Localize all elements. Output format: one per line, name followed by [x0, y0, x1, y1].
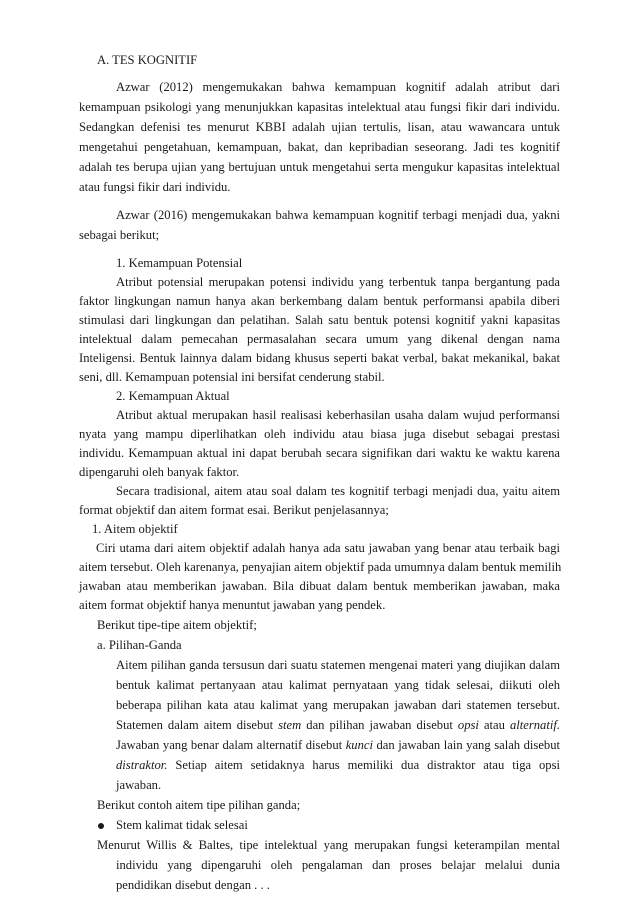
text-run: Jawaban yang benar dalam alternatif disebut: [116, 738, 346, 752]
paragraph-line: [116, 757, 560, 774]
paragraph-line: atau fungsi fikir dari individu.: [79, 180, 231, 194]
paragraph-line: stimulasi dari lingkungan dan pelatihan. Salah satu bentuk potensi kognitif yakni kapasitas: [79, 313, 560, 327]
text-run: dan pilihan jawaban disebut: [301, 718, 458, 732]
text-run: Statemen dalam aitem disebut: [116, 718, 279, 732]
paragraph-line: [116, 717, 560, 734]
text-run: Setiap aitem setidaknya harus memiliki dua distraktor atau tiga opsi: [167, 758, 560, 772]
term-alternatif: alternatif.: [509, 718, 560, 732]
paragraph-line: [116, 737, 560, 754]
paragraph-line: Inteligensi. Bentuk lainnya dalam bidang khusus seperti bakat verbal, bakat mekanikal, bakat: [79, 351, 560, 365]
question-line: individu yang dipengaruhi oleh pengalaman dan proses belajar melalui dunia: [116, 858, 560, 872]
paragraph-line: kemampuan psikologi yang menunjukkan kapasitas intelektual atau fungsi fikir dari individu.: [79, 100, 560, 114]
paragraph-line: adalah tes berupa ujian yang bertujuan untuk mengetahui serta mengukur kapasitas intelektual: [79, 160, 560, 174]
bullet-item: Stem kalimat tidak selesai: [116, 818, 248, 832]
paragraph-line: beberapa pilihan kata atau kalimat yang merupakan jawaban dari statemen tersebut.: [116, 698, 560, 712]
subsection-title: 1. Kemampuan Potensial: [116, 256, 243, 270]
question-line: pendidikan disebut dengan . . .: [116, 878, 270, 892]
list-intro: Berikut tipe-tipe aitem objektif;: [97, 618, 257, 632]
subsection-title: a. Pilihan-Ganda: [97, 638, 182, 652]
paragraph-line: Ciri utama dari aitem objektif adalah hanya ada satu jawaban yang benar atau terbaik bagi: [96, 541, 560, 555]
section-heading: A. TES KOGNITIF: [97, 53, 198, 67]
subsection-title: 1. Aitem objektif: [92, 522, 178, 536]
paragraph-line: bentuk kalimat pertanyaan atau kalimat pernyataan yang tidak selesai, diikuti oleh: [116, 678, 560, 692]
question-line: Menurut Willis & Baltes, tipe intelektual yang merupakan fungsi keterampilan mental: [97, 838, 560, 852]
paragraph-line: format objektif dan aitem format esai. Berikut penjelasannya;: [79, 503, 389, 517]
paragraph-line: Aitem pilihan ganda tersusun dari suatu statemen mengenai materi yang diujikan dalam: [116, 658, 560, 672]
paragraph-line: aitem tersebut. Oleh karenanya, penyajian aitem objektif pada umumnya dalam bentuk memilih: [79, 560, 562, 574]
term-stem: stem: [278, 718, 302, 732]
paragraph-line: Atribut potensial merupakan potensi individu yang terbentuk tanpa bergantung pada: [116, 275, 560, 289]
paragraph-line: faktor lingkungan namun hanya akan berkembang dalam bentuk performansi apabila diberi: [79, 294, 560, 308]
paragraph-line: Azwar (2012) mengemukakan bahwa kemampuan kognitif adalah atribut dari: [116, 80, 560, 94]
paragraph-line: jawaban atau memberikan jawaban. Bila dibuat dalam bentuk memberikan jawaban, maka: [79, 579, 560, 593]
paragraph-line: jawaban.: [116, 778, 162, 792]
paragraph-line: dipengaruhi oleh banyak faktor.: [79, 465, 240, 479]
paragraph-line: mengetahui pengetahuan, kemampuan, bakat, dan kepribadian seseorang. Jadi tes kognitif: [79, 140, 560, 154]
text-run: dan jawaban lain yang salah disebut: [372, 738, 561, 752]
term-distraktor: distraktor.: [116, 758, 168, 772]
list-intro: Berikut contoh aitem tipe pilihan ganda;: [97, 798, 301, 812]
term-opsi: opsi: [457, 718, 479, 732]
paragraph-line: individu. Kemampuan aktual ini dapat berubah secara signifikan dari waktu ke waktu karena: [79, 446, 560, 460]
paragraph-line: Azwar (2016) mengemukakan bahwa kemampuan kognitif terbagi menjadi dua, yakni: [116, 208, 560, 222]
paragraph-line: Secara tradisional, aitem atau soal dalam tes kognitif terbagi menjadi dua, yaitu aitem: [116, 484, 560, 498]
paragraph-line: intelektual dalam pemecahan permasalahan secara umum yang dikenal dengan nama: [79, 332, 560, 346]
term-kunci: kunci: [345, 738, 373, 752]
paragraph-line: Atribut aktual merupakan hasil realisasi keberhasilan usaha dalam wujud performansi: [116, 408, 560, 422]
paragraph-line: seni, dll. Kemampuan potensial ini bersifat cenderung stabil.: [79, 370, 385, 384]
paragraph-line: Sedangkan defenisi tes menurut KBBI adalah ujian tertulis, lisan, atau wawancara untuk: [79, 120, 560, 134]
paragraph-line: nyata yang mampu diperlihatkan oleh individu atau biasa juga disebut sebagai prestasi: [79, 427, 560, 441]
subsection-title: 2. Kemampuan Aktual: [116, 389, 230, 403]
bullet-icon: [98, 823, 104, 829]
paragraph-line: aitem format objektif hanya menuntut jawaban yang pendek.: [79, 598, 386, 612]
text-run: atau: [478, 718, 510, 732]
paragraph-line: sebagai berikut;: [79, 228, 160, 242]
